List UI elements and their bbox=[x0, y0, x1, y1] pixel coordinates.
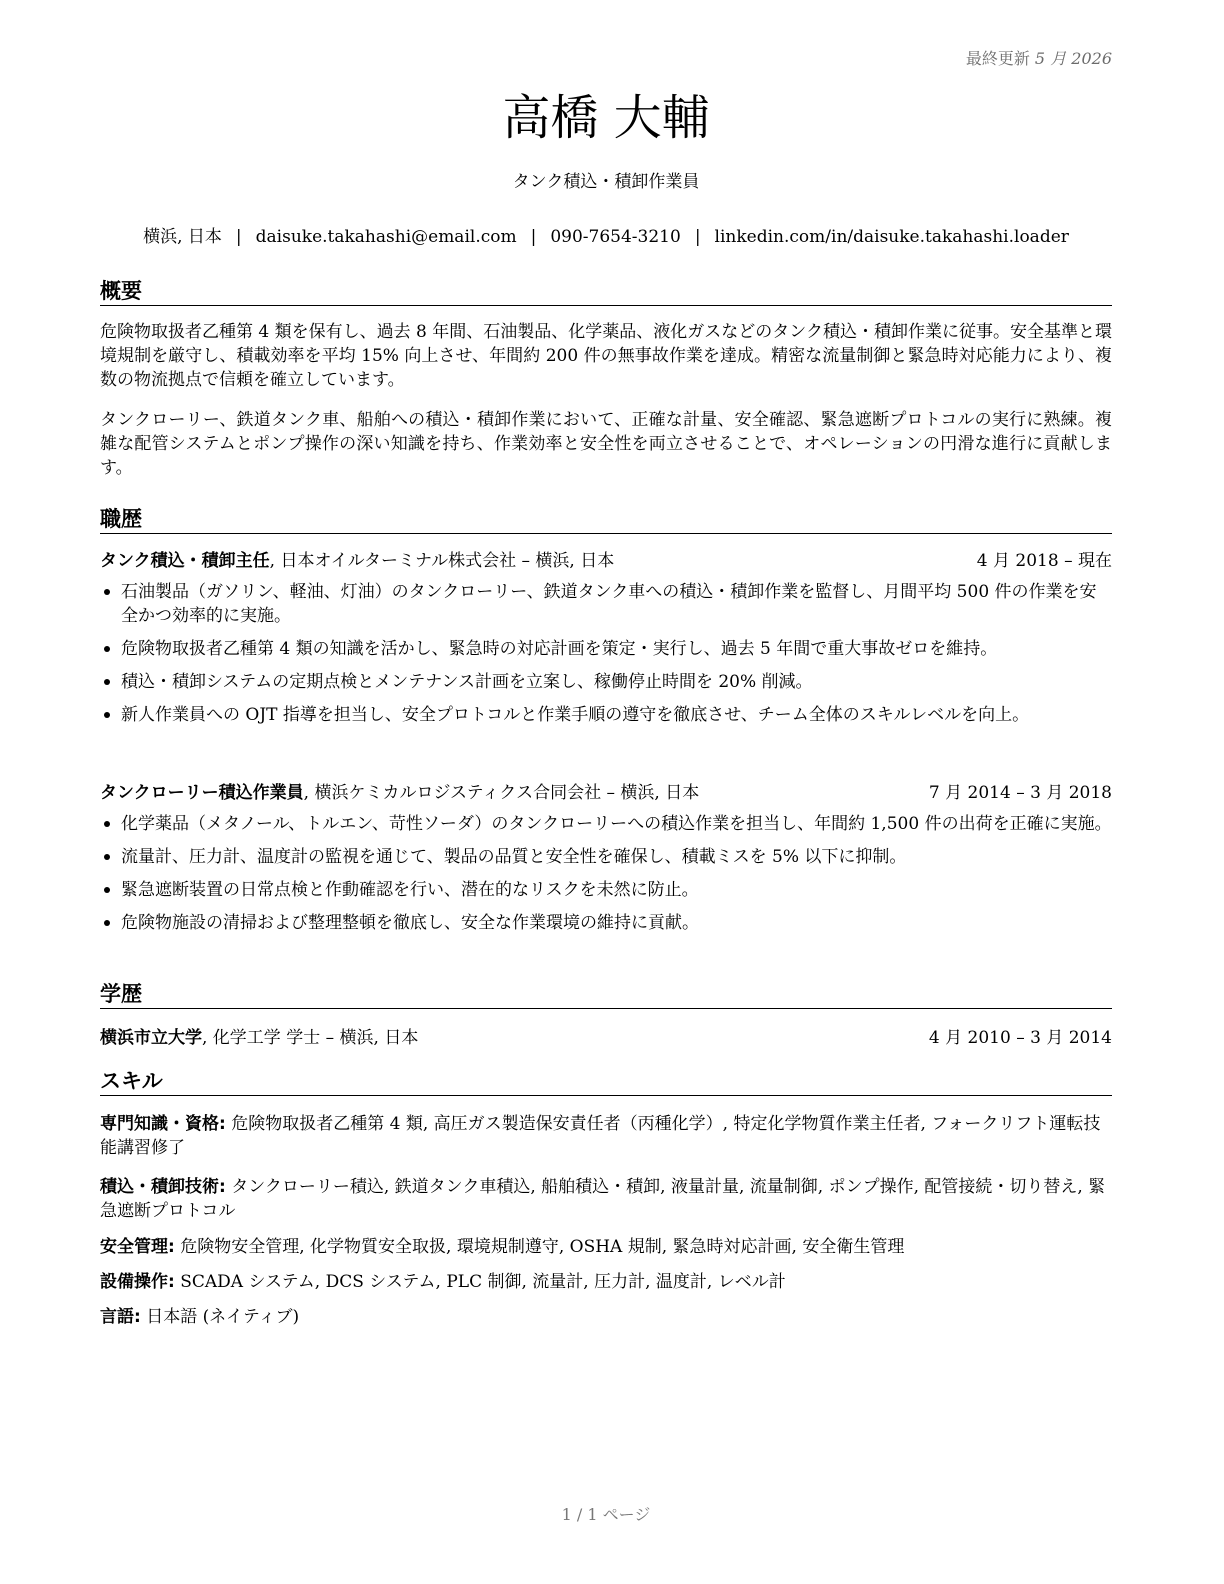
skill-category: 安全管理: bbox=[100, 1237, 175, 1257]
list-item: 化学薬品（メタノール、トルエン、苛性ソーダ）のタンクローリーへの積込作業を担当し、年間約 1,500 件の出荷を正確に実施。 bbox=[100, 812, 1112, 836]
last-updated bbox=[966, 46, 1112, 69]
skill-text: SCADA システム, DCS システム, PLC 制御, 流量計, 圧力計, 温度計, レベル計 bbox=[174, 1272, 786, 1292]
candidate-name: 高橋 大輔 bbox=[502, 90, 710, 146]
skill-category: 専門知識・資格: bbox=[100, 1114, 226, 1134]
contact-separator: | bbox=[530, 227, 537, 247]
degree-detail: , 化学工学 学士 – 横浜, 日本 bbox=[202, 1028, 419, 1048]
contact-separator: | bbox=[235, 227, 242, 247]
candidate-title: タンク積込・積卸作業員 bbox=[512, 172, 700, 192]
contact-location: 横浜, 日本 bbox=[143, 227, 222, 247]
job-role: タンク積込・積卸主任 bbox=[100, 551, 270, 571]
skill-line bbox=[100, 1305, 1112, 1329]
contact-phone[interactable]: 090-7654-3210 bbox=[550, 227, 681, 247]
job-dates: 7 月 2014 – 3 月 2018 bbox=[928, 783, 1112, 803]
summary-paragraph: 危険物取扱者乙種第 4 類を保有し、過去 8 年間、石油製品、化学薬品、液化ガスなどのタンク積込・積卸作業に従事。安全基準と環境規制を厳守し、積載効率を平均 15% 向上させ、年間約 200 件の無事故作業を達成。精密な流量制御と緊急時対応能力により、複数の物流拠点で信頼を確立しています。 bbox=[100, 322, 1112, 390]
job-org: , 日本オイルターミナル株式会社 – 横浜, 日本 bbox=[269, 551, 615, 571]
skill-line bbox=[100, 1270, 1112, 1294]
skill-text: タンクローリー積込, 鉄道タンク車積込, 船舶積込・積卸, 液量計量, 流量制御, ポンプ操作, 配管接続・切り替え, 緊急遮断プロトコル bbox=[100, 1177, 1106, 1221]
list-item: 石油製品（ガソリン、軽油、灯油）のタンクローリー、鉄道タンク車への積込・積卸作業を監督し、月間平均 500 件の作業を安全かつ効率的に実施。 bbox=[100, 580, 1112, 628]
skill-line bbox=[100, 1112, 1112, 1160]
section-heading-experience: 職歴 bbox=[100, 505, 1112, 534]
education-entry bbox=[100, 1026, 1112, 1050]
list-item: 新人作業員への OJT 指導を担当し、安全プロトコルと作業手順の遵守を徹底させ、チーム全体のスキルレベルを向上。 bbox=[100, 703, 1112, 727]
job-dates: 4 月 2018 – 現在 bbox=[976, 551, 1112, 571]
summary-paragraph: タンクローリー、鉄道タンク車、船舶への積込・積卸作業において、正確な計量、安全確認、緊急遮断プロトコルの実行に熟練。複雑な配管システムとポンプ操作の深い知識を持ち、作業効率と安全性を両立させることで、オペレーションの円滑な進行に貢献します。 bbox=[100, 410, 1112, 478]
section-heading-skills: スキル bbox=[100, 1067, 1112, 1096]
list-item: 流量計、圧力計、温度計の監視を通じて、製品の品質と安全性を確保し、積載ミスを 5% 以下に抑制。 bbox=[100, 845, 1112, 869]
list-item: 危険物取扱者乙種第 4 類の知識を活かし、緊急時の対応計画を策定・実行し、過去 5 年間で重大事故ゼロを維持。 bbox=[100, 637, 1112, 661]
list-item: 積込・積卸システムの定期点検とメンテナンス計画を立案し、稼働停止時間を 20% 削減。 bbox=[100, 670, 1112, 694]
job-header bbox=[100, 549, 1112, 573]
skill-text: 危険物取扱者乙種第 4 類, 高圧ガス製造保安責任者（丙種化学）, 特定化学物質作業主任者, フォークリフト運転技能講習修了 bbox=[100, 1114, 1101, 1158]
contact-separator: | bbox=[694, 227, 701, 247]
last-updated-prefix: 最終更新 bbox=[965, 49, 1030, 68]
section-heading-education: 学歴 bbox=[100, 980, 1112, 1009]
page-number: 1 / 1 ページ bbox=[561, 1505, 651, 1524]
list-item: 緊急遮断装置の日常点検と作動確認を行い、潜在的なリスクを未然に防止。 bbox=[100, 878, 1112, 902]
skill-line bbox=[100, 1175, 1112, 1223]
last-updated-date: 5 月 2026 bbox=[1034, 49, 1112, 68]
job-bullets bbox=[100, 812, 1112, 944]
job-role: タンクローリー積込作業員 bbox=[100, 783, 304, 803]
skill-category: 設備操作: bbox=[100, 1272, 175, 1292]
section-heading-summary: 概要 bbox=[100, 277, 1112, 306]
list-item: 危険物施設の清掃および整理整頓を徹底し、安全な作業環境の維持に貢献。 bbox=[100, 911, 1112, 935]
contact-linkedin[interactable]: linkedin.com/in/daisuke.takahashi.loader bbox=[714, 227, 1069, 247]
contact-email[interactable]: daisuke.takahashi@email.com bbox=[255, 227, 517, 247]
contact-line bbox=[100, 225, 1112, 249]
resume-page bbox=[100, 0, 1112, 1584]
job-header bbox=[100, 781, 1112, 805]
school-name: 横浜市立大学 bbox=[100, 1028, 202, 1048]
job-org: , 横浜ケミカルロジスティクス合同会社 – 横浜, 日本 bbox=[303, 783, 700, 803]
education-dates: 4 月 2010 – 3 月 2014 bbox=[928, 1028, 1112, 1048]
skill-line bbox=[100, 1235, 1112, 1259]
skill-text: 日本語 (ネイティブ) bbox=[140, 1307, 300, 1327]
skill-text: 危険物安全管理, 化学物質安全取扱, 環境規制遵守, OSHA 規制, 緊急時対応計画, 安全衛生管理 bbox=[174, 1237, 905, 1257]
job-bullets bbox=[100, 580, 1112, 736]
skill-category: 積込・積卸技術: bbox=[100, 1177, 226, 1197]
skill-category: 言語: bbox=[100, 1307, 141, 1327]
